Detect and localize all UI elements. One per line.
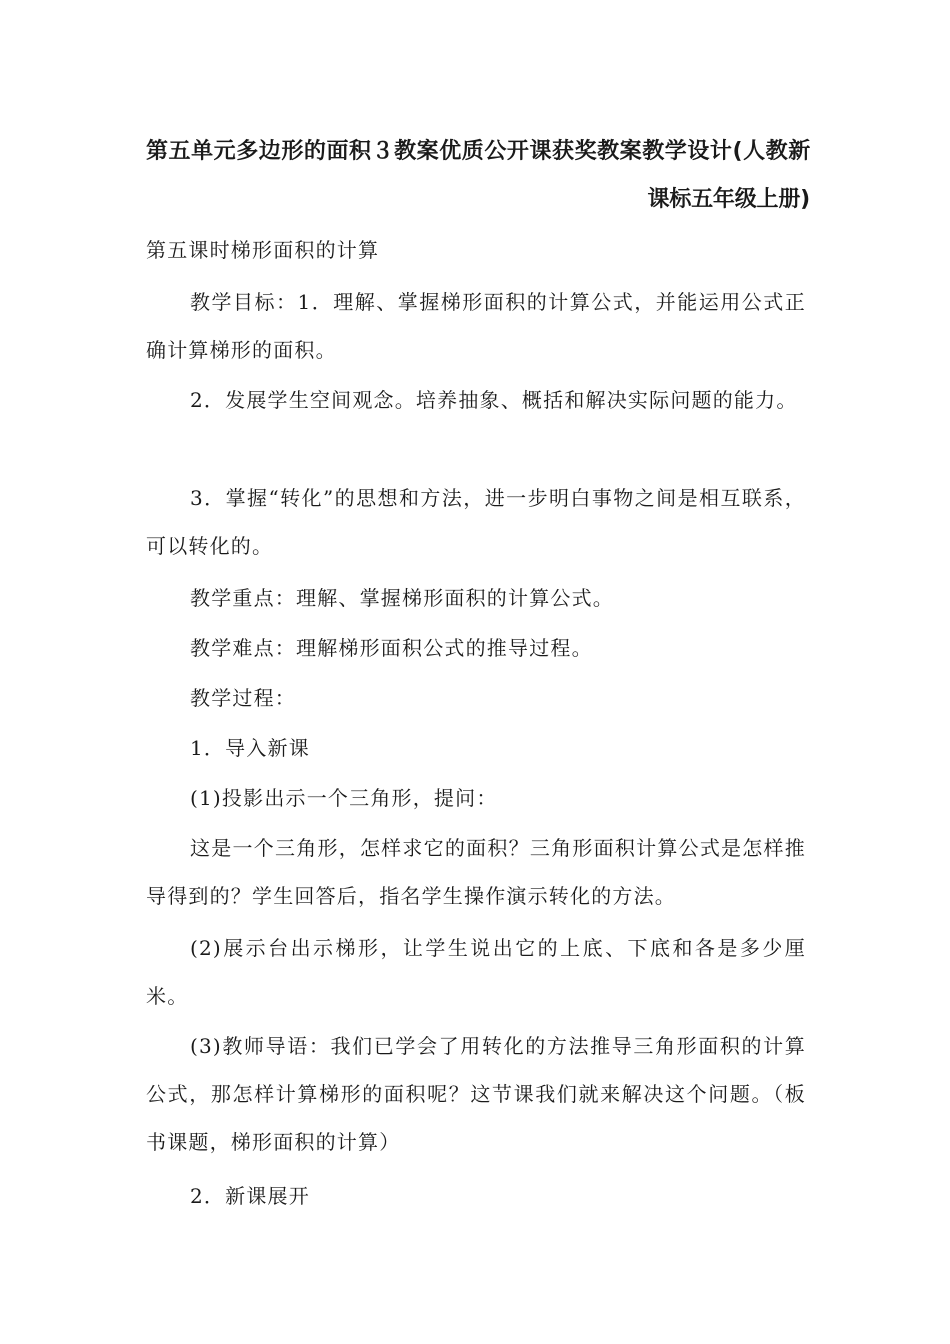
paragraph-objective-3: 3．掌握“转化”的思想和方法，进一步明白事物之间是相互联系，可以转化的。 [146,486,806,558]
section-heading-1: 1．导入新课 [190,736,310,760]
paragraph-step-1: (1)投影出示一个三角形，提问： [190,786,498,810]
title-line-1: 第五单元多边形的面积３教案优质公开课获奖教案教学设计(人教新 [146,139,810,164]
paragraph-key-point: 教学重点：理解、掌握梯形面积的计算公式。 [190,586,614,610]
paragraph-step-2: (2)展示台出示梯形，让学生说出它的上底、下底和各是多少厘米。 [146,936,806,1008]
paragraph-process: 教学过程： [190,686,296,710]
document-title [146,128,810,224]
paragraph-objective-2: 2．发展学生空间观念。培养抽象、概括和解决实际问题的能力。 [190,388,798,412]
paragraph-step-3: (3)教师导语：我们已学会了用转化的方法推导三角形面积的计算公式，那怎样计算梯形的面积呢？这节课我们就来解决这个问题。（板书课题，梯形面积的计算） [146,1034,806,1154]
section-heading-2: 2．新课展开 [190,1184,310,1208]
paragraph-objective-1: 教学目标：1．理解、掌握梯形面积的计算公式，并能运用公式正确计算梯形的面积。 [146,290,806,362]
title-line-2: 课标五年级上册) [647,187,810,212]
paragraph-triangle: 这是一个三角形，怎样求它的面积？三角形面积计算公式是怎样推导得到的？学生回答后，指名学生操作演示转化的方法。 [146,836,806,908]
lesson-heading: 第五课时梯形面积的计算 [146,238,380,262]
paragraph-difficulty: 教学难点：理解梯形面积公式的推导过程。 [190,636,593,660]
